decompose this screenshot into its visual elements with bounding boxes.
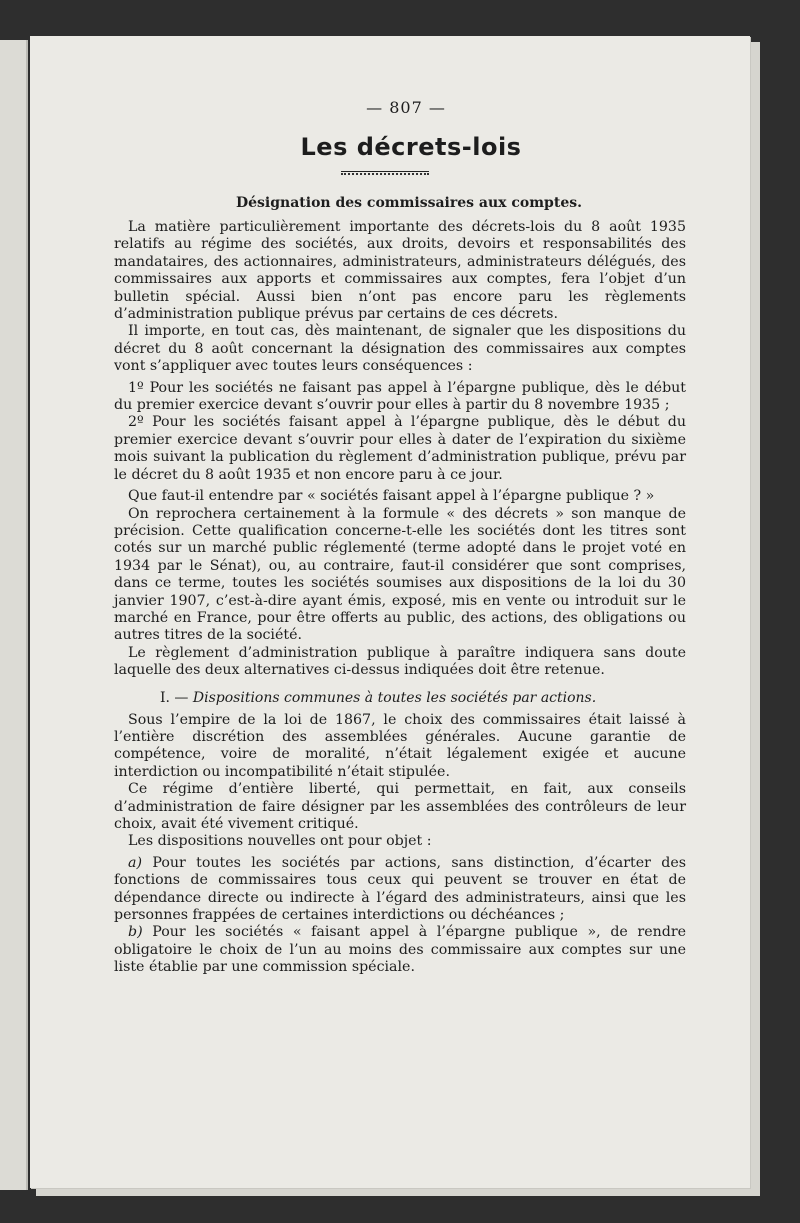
left-page-edge	[0, 40, 28, 1190]
paragraph-12-text: Pour les sociétés « faisant appel à l’épargne publique », de rendre obligatoire le choix de l’un au moins des commissaire aux comptes sur une liste établie par une commission spéciale.	[114, 924, 686, 976]
paragraph-3: 1º Pour les sociétés ne faisant pas appel à l’épargne publique, dès le début du premier exercice devant s’ouvrir pour elles à partir du 8 novembre 1935 ;	[114, 379, 686, 414]
subheading-prefix: I. —	[160, 689, 193, 706]
document-page	[30, 36, 750, 1188]
paragraph-10: Les dispositions nouvelles ont pour objet :	[128, 833, 432, 850]
subheading	[160, 690, 686, 706]
section-heading: Désignation des commissaires aux comptes.	[236, 195, 582, 211]
title-divider	[341, 171, 429, 175]
paragraph-1: La matière particulièrement importante des décrets-lois du 8 août 1935 relatifs au régime des sociétés, aux droits, devoirs et responsabilités des mandataires, des actionnaires, administrateurs, administrateurs délégués, des commissaires aux apports et commissaires aux comptes, fera l’objet d’un bulletin spécial. Aussi bien n’ont pas encore paru les règlements d’administration publique prévus par certains de ces décrets.	[114, 219, 686, 323]
paragraph-4: 2º Pour les sociétés faisant appel à l’épargne publique, dès le début du premier exercice devant s’ouvrir pour elles à dater de l’expiration du sixième mois suivant la publication du règlement d’administration publique, prévu par le décret du 8 août 1935 et non encore paru à ce jour.	[114, 414, 686, 483]
paragraph-6: On reprochera certainement à la formule « des décrets » son manque de précision. Cette qualification concerne-t-elle les sociétés dont les titres sont cotés sur un marché public réglementé (terme adopté dans le projet voté en 1934 par le Sénat), ou, au contraire, faut-il considérer que sont comprises, dans ce terme, toutes les sociétés soumises aux dispositions de la loi du 30 janvier 1907, c’est-à-dire ayant émis, exposé, mis en vente ou introduit sur le marché en France, pour être offerts au public, des actions, des obligations ou autres titres de la société.	[114, 505, 686, 644]
subheading-text: Dispositions communes à toutes les sociétés par actions.	[192, 689, 597, 706]
paragraph-5: Que faut-il entendre par « sociétés faisant appel à l’épargne publique ? »	[128, 488, 655, 505]
paragraph-9: Ce régime d’entière liberté, qui permettait, en fait, aux conseils d’administration de faire désigner par les assemblées des contrôleurs de leur choix, avait été vivement critiqué.	[114, 781, 686, 832]
paragraph-12-label: b)	[128, 924, 143, 941]
paragraph-8: Sous l’empire de la loi de 1867, le choix des commissaires était laissé à l’entière discrétion des assemblées générales. Aucune garantie de compétence, voire de moralité, n’était légalement exigée et aucune interdiction ou incompatibilité n’était stipulée.	[114, 711, 686, 780]
paragraph-11-label: a)	[128, 854, 142, 871]
paragraph-11-text: Pour toutes les sociétés par actions, sans distinction, d’écarter des fonctions de commissaires tous ceux qui peuvent se trouver en état de dépendance directe ou indirecte à l’égard des administrateurs, ainsi que les personnes frappées de certaines interdictions ou déchéances ;	[114, 854, 686, 924]
paragraph-11	[114, 855, 686, 925]
paragraph-12	[114, 924, 686, 976]
paragraph-7: Le règlement d’administration publique à paraître indiquera sans doute laquelle des deux alternatives ci-dessus indiquées doit être retenue.	[114, 644, 686, 679]
page-content	[114, 98, 686, 977]
page-title: Les décrets-lois	[300, 133, 522, 161]
page-number: — 807 —	[366, 98, 446, 117]
paragraph-2: Il importe, en tout cas, dès maintenant, de signaler que les dispositions du décret du 8 août concernant la désignation des commissaires aux comptes vont s’appliquer avec toutes leurs conséquences :	[114, 323, 686, 375]
